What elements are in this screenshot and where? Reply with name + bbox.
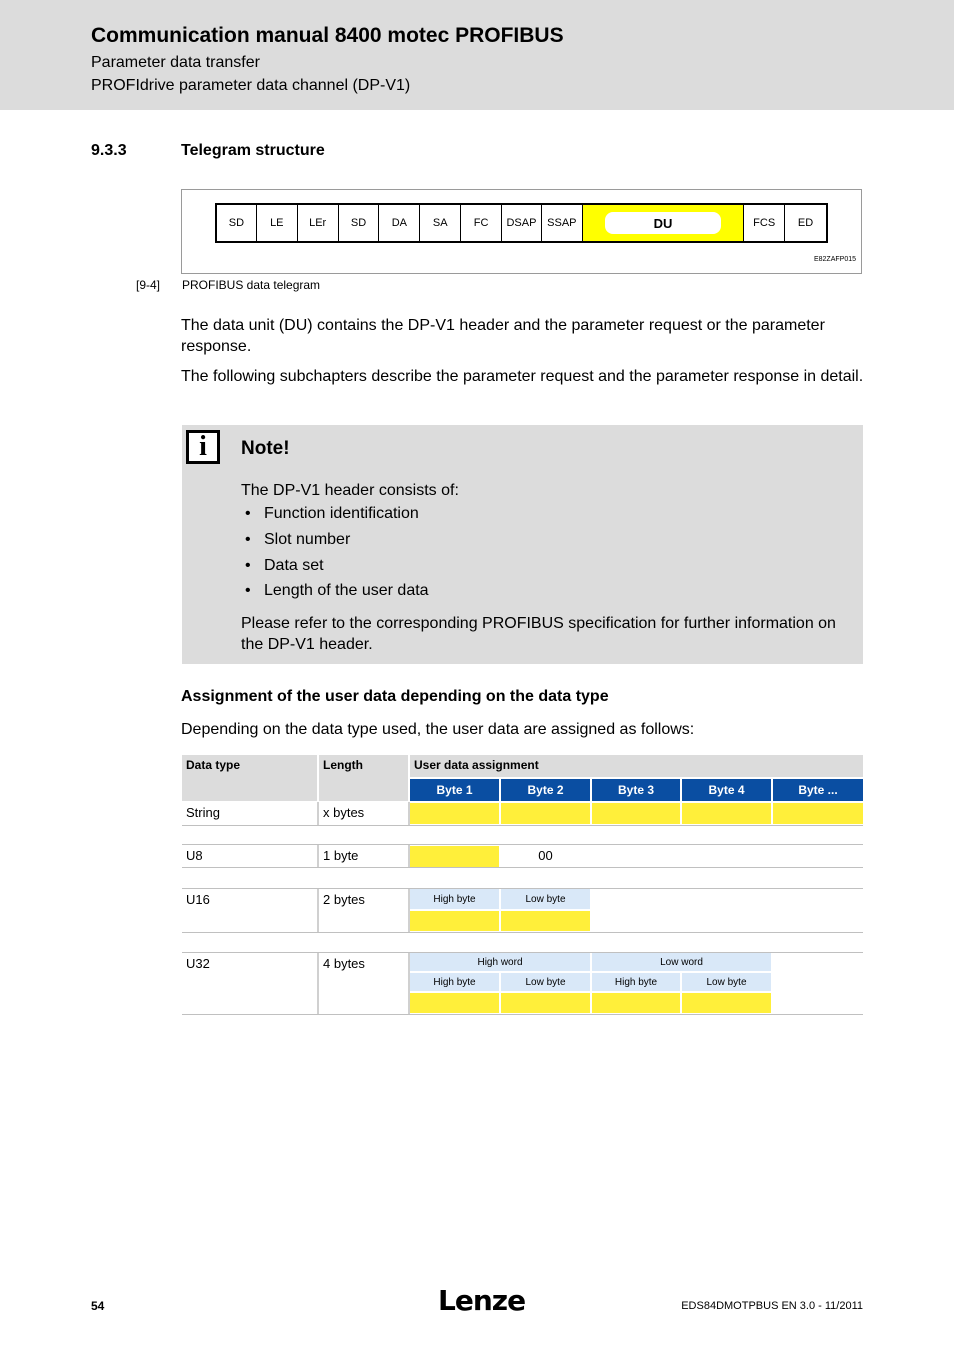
byte-cell [501, 803, 590, 824]
col-header-length: Length [319, 755, 408, 801]
byte-cell [592, 803, 680, 824]
section-title: Telegram structure [181, 142, 325, 159]
telegram-figure [181, 189, 862, 274]
figure-caption-number: [9-4] [136, 278, 161, 292]
note-bullet-2: Slot number [264, 531, 351, 548]
row-divider [182, 932, 863, 933]
telegram-field-fcs: FCS [744, 205, 785, 241]
column-divider [317, 845, 319, 867]
note-bullet-1: Function identification [264, 505, 419, 522]
row-divider [182, 1014, 863, 1015]
telegram-frame [215, 203, 828, 243]
assignment-table [182, 755, 863, 1017]
row-u16-type: U16 [186, 892, 210, 907]
row-string-type: String [186, 805, 220, 820]
low-byte-label: Low byte [501, 889, 590, 909]
column-divider [317, 889, 319, 932]
byte-cell [682, 803, 771, 824]
telegram-field-sd: SD [217, 205, 257, 241]
note-bullet-4: Length of the user data [264, 582, 429, 599]
byte-cell [410, 993, 499, 1013]
low-word-label: Low word [592, 953, 771, 971]
col-header-data-type: Data type [182, 755, 317, 801]
telegram-field-sd2: SD [339, 205, 380, 241]
note-bullet-3: Data set [264, 557, 324, 574]
byte-cell [773, 803, 863, 824]
assignment-intro: Depending on the data type used, the user data are assigned as follows: [181, 721, 695, 738]
byte-cell [501, 993, 590, 1013]
byte-cell [410, 911, 499, 931]
row-divider [182, 825, 863, 826]
byte-1-header: Byte 1 [410, 779, 499, 801]
telegram-field-da: DA [379, 205, 420, 241]
byte-2-header: Byte 2 [501, 779, 590, 801]
telegram-field-le: LE [257, 205, 298, 241]
page-header [0, 0, 954, 110]
page-number: 54 [91, 1299, 105, 1313]
byte-3-header: Byte 3 [592, 779, 680, 801]
column-divider [408, 802, 410, 825]
header-subtitle-1: Parameter data transfer [91, 54, 260, 71]
col-header-user-data: User data assignment [410, 755, 863, 777]
high-word-label: High word [410, 953, 590, 971]
document-id: EDS84DMOTPBUS EN 3.0 - 11/2011 [681, 1300, 863, 1312]
byte-cell [592, 993, 680, 1013]
section-number: 9.3.3 [91, 142, 127, 159]
telegram-field-ssap: SSAP [542, 205, 583, 241]
byte-cell [501, 911, 590, 931]
telegram-field-ed: ED [797, 217, 814, 229]
byte-n-header: Byte ... [773, 779, 863, 801]
byte-cell [410, 803, 499, 824]
column-divider [317, 802, 319, 825]
bullet-icon: • [245, 505, 251, 522]
column-divider [408, 889, 410, 932]
high-byte-label: High byte [592, 973, 680, 991]
info-icon: i [186, 430, 220, 464]
low-byte-label: Low byte [501, 973, 590, 991]
byte-4-header: Byte 4 [682, 779, 771, 801]
column-divider [317, 953, 319, 1014]
row-u8-fill: 00 [538, 848, 553, 863]
low-byte-label: Low byte [682, 973, 771, 991]
high-byte-label: High byte [410, 889, 499, 909]
note-intro: The DP-V1 header consists of: [241, 482, 459, 499]
high-byte-label: High byte [410, 973, 499, 991]
du-label: DU [605, 212, 721, 234]
bullet-icon: • [245, 582, 251, 599]
telegram-field-du [583, 205, 744, 241]
byte-cell [410, 846, 499, 867]
figure-caption: PROFIBUS data telegram [182, 278, 321, 292]
row-u32-length: 4 bytes [323, 956, 365, 971]
byte-cell [682, 993, 771, 1013]
row-u8-type: U8 [186, 848, 203, 863]
row-u16-length: 2 bytes [323, 892, 365, 907]
note-outro: Please refer to the corresponding PROFIBUS specification for further information on the DP-V1 header. [241, 615, 836, 653]
paragraph-du: The data unit (DU) contains the DP-V1 header and the parameter request or the parameter response. [181, 317, 825, 355]
bullet-icon: • [245, 557, 251, 574]
telegram-field-fc: FC [461, 205, 502, 241]
telegram-field-ler: LEr [298, 205, 339, 241]
header-subtitle-2: PROFIdrive parameter data channel (DP-V1) [91, 77, 411, 94]
row-u32-type: U32 [186, 956, 210, 971]
note-title: Note! [241, 438, 290, 459]
telegram-field-sa: SA [420, 205, 461, 241]
telegram-field-dsap: DSAP [502, 205, 542, 241]
row-string-length: x bytes [323, 805, 365, 820]
manual-title: Communication manual 8400 motec PROFIBUS [91, 24, 564, 47]
lenze-logo: Lenze [438, 1284, 526, 1317]
note-box [182, 425, 863, 664]
paragraph-subchapters: The following subchapters describe the parameter request and the parameter response in detail. [181, 368, 864, 385]
row-u8-length: 1 byte [323, 848, 359, 863]
column-divider [408, 845, 410, 867]
row-divider [182, 867, 863, 868]
column-divider [408, 953, 410, 1014]
figure-id: E82ZAFP015 [813, 256, 856, 263]
assignment-heading: Assignment of the user data depending on the data type [181, 688, 609, 705]
bullet-icon: • [245, 531, 251, 548]
